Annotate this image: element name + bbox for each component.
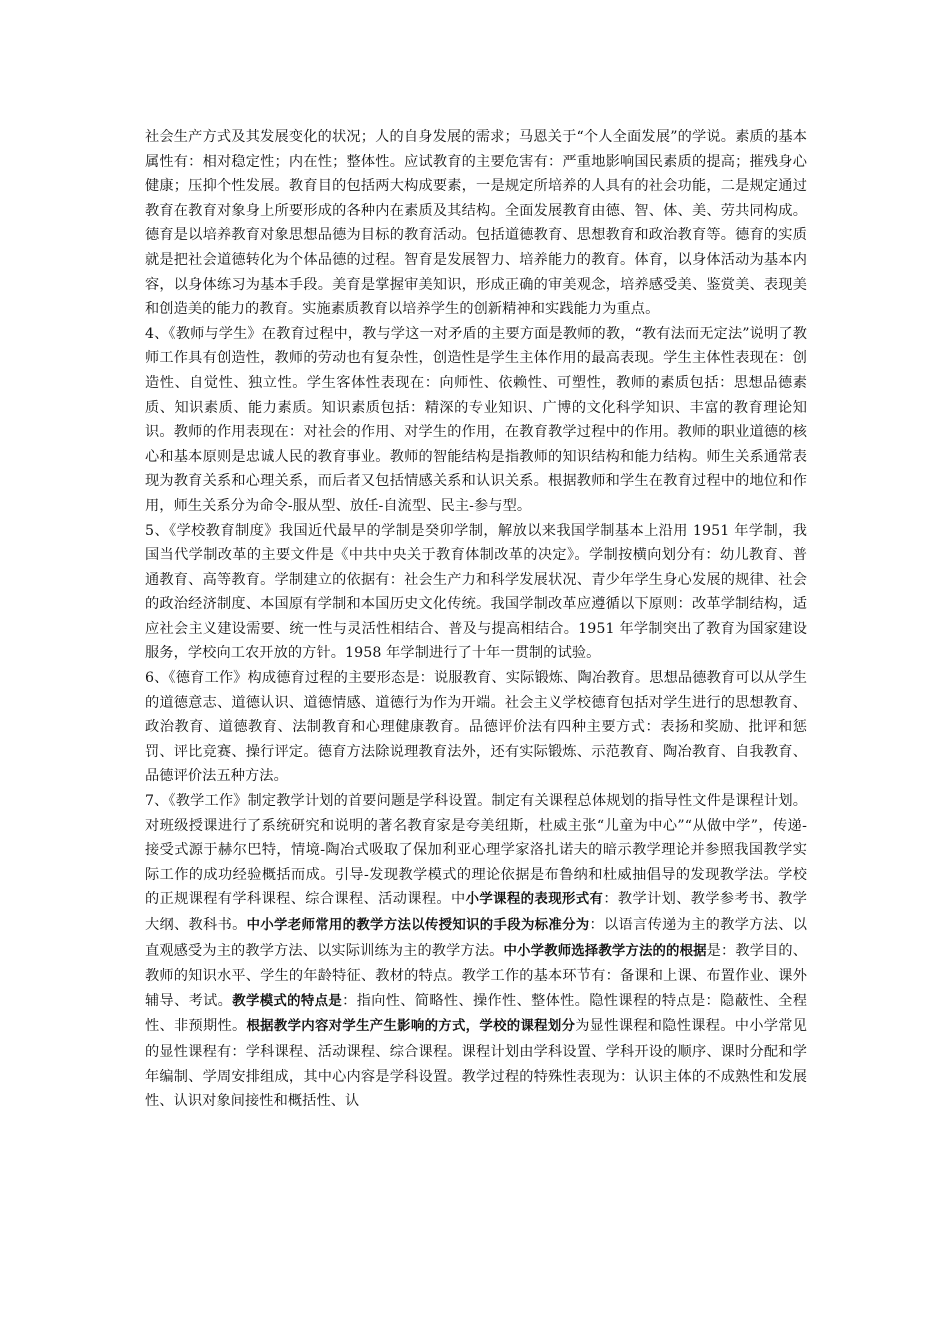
text-segment: ：教学计划、教学参考书、教学大纲、教科书。 — [145, 891, 808, 933]
text-segment: 7、《教学工作》制定教学计划的首要问题是学科设置。制定有关课程总体规划的指导性文件是课程计划。对班级授课进行了系统研究和说明的著名教育家是夸美纽斯，杜威主张“儿童为中心”“从做中学”，传递-接受式源于赫尔巴特，情境-陶冶式吸取了保加利亚心理学家洛扎诺夫的暗示教学理论并参照我国教学实际工作的成功经验概括而成。引导-发现教学模式的理论依据是布鲁纳和杜威抽倡导的发现教学法。学校的正规课程有学科课程、综合课程、活动课程。中 — [145, 793, 807, 908]
paragraph-school-system — [145, 519, 807, 667]
text-segment: 6、《德育工作》构成德育过程的主要形态是：说服教育、实际锻炼、陶冶教育。思想品德教育可以从学生的道德意志、道德认识、道德情感、道德行为作为开端。社会主义学校德育包括对学生进行的思想教育、政治教育、道德教育、法制教育和心理健康教育。品德评价法有四种主要方式：表扬和奖励、批评和惩罚、评比竞赛、操行评定。德育方法除说理教育法外，还有实际锻炼、示范教育、陶冶教育、自我教育、品德评价法五种方法。 — [145, 670, 807, 785]
document-body — [145, 125, 807, 1114]
text-segment: 4、《教师与学生》在教育过程中，教与学这一对矛盾的主要方面是教师的教，“教有法而无定法”说明了教师工作具有创造性，教师的劳动也有复杂性，创造性是学生主体作用的最高表现。学生主体性表现在：创造性、自觉性、独立性。学生客体性表现在：向师性、依赖性、可塑性，教师的素质包括：思想品德素质、知识素质、能力素质。知识素质包括：精深的专业知识、广博的文化科学知识、丰富的教育理论知识。教师的作用表现在：对社会的作用、对学生的作用，在教育教学过程中的作用。教师的职业道德的核心和基本原则是忠诚人民的教育事业。教师的智能结构是指教师的知识结构和能力结构。师生关系通常表现为教育关系和心理关系，而后者又包括情感关系和认识关系。根据教师和学生在教育过程中的地位和作用，师生关系分为命令-服从型、放任-自流型、民主-参与型。 — [145, 325, 807, 514]
paragraph-teaching-work — [145, 789, 807, 1114]
text-segment: 为显性课程和隐性课程。中小学常见的显性课程有：学科课程、活动课程、综合课程。课程计划由学科设置、学科开设的顺序、课时分配和学年编制、学周安排组成，其中心内容是学科设置。教学过程的特殊性表现为：认识主体的不成熟性和发展性、认识对象间接性和概括性、认 — [145, 1018, 807, 1110]
bold-text-segment: 中小学老师常用的教学方法以传授知识的手段为标准分为 — [246, 918, 590, 933]
paragraph-intro — [145, 125, 807, 322]
text-segment: ：指向性、简略性、操作性、整体性。隐性课程的特点是：隐蔽性、全程性、非预期性。 — [145, 992, 807, 1035]
bold-text-segment: 根据教学内容对学生产生影响的方式，学校的课程划分 — [246, 1019, 576, 1035]
text-segment: 是：教学目的、教师的知识水平、学生的年龄特征、教材的特点。教学工作的基本环节有：备课和上课、布置作业、课外辅导、考试。 — [145, 942, 808, 1009]
text-segment: 社会生产方式及其发展变化的状况；人的自身发展的需求；马恩关于“个人全面发展”的学说。素质的基本属性有：相对稳定性；内在性；整体性。应试教育的主要危害有：严重地影响国民素质的提高；摧残身心健康；压抑个性发展。教育目的包括两大构成要素，一是规定所培养的人具有的社会功能，二是规定通过教育在教育对象身上所要形成的各种内在素质及其结构。全面发展教育由德、智、体、美、劳共同构成。德育是以培养教育对象思想品德为目标的教育活动。包括道德教育、思想教育和政治教育等。德育的实质就是把社会道德转化为个体品德的过程。智育是发展智力、培养能力的教育。体育，以身体活动为基本内容，以身体练习为基本手段。美育是掌握审美知识，形成正确的审美观念，培养感受美、鉴赏美、表现美和创造美的能力的教育。实施素质教育以培养学生的创新精神和实践能力为重点。 — [145, 129, 807, 318]
text-segment: ：以语言传递为主的教学方法、以直观感受为主的教学方法、以实际训练为主的教学方法。 — [145, 917, 808, 959]
bold-text-segment: 中小学教师选择教学方法的的根据 — [503, 943, 707, 959]
paragraph-moral-education — [145, 666, 807, 789]
paragraph-teacher-student — [145, 322, 807, 519]
bold-text-segment: 教学模式的特点是 — [232, 993, 343, 1009]
bold-text-segment: 小学课程的表现形式有 — [465, 892, 604, 908]
text-segment: 5、《学校教育制度》我国近代最早的学制是癸卯学制，解放以来我国学制基本上沿用 1951 年学制，我国当代学制改革的主要文件是《中共中央关于教育体制改革的决定》。学制按横向划分有：幼儿教育、普通教育、高等教育。学制建立的依据有：社会生产力和科学发展状况、青少年学生身心发展的规律、社会的政治经济制度、本国原有学制和本国历史文化传统。我国学制改革应遵循以下原则：改革学制结构，适应社会主义建设需要、统一性与灵活性相结合、普及与提高相结合。1951 年学制突出了教育为国家建设服务，学校向工农开放的方针。1958 年学制进行了十年一贯制的试验。 — [145, 522, 807, 662]
